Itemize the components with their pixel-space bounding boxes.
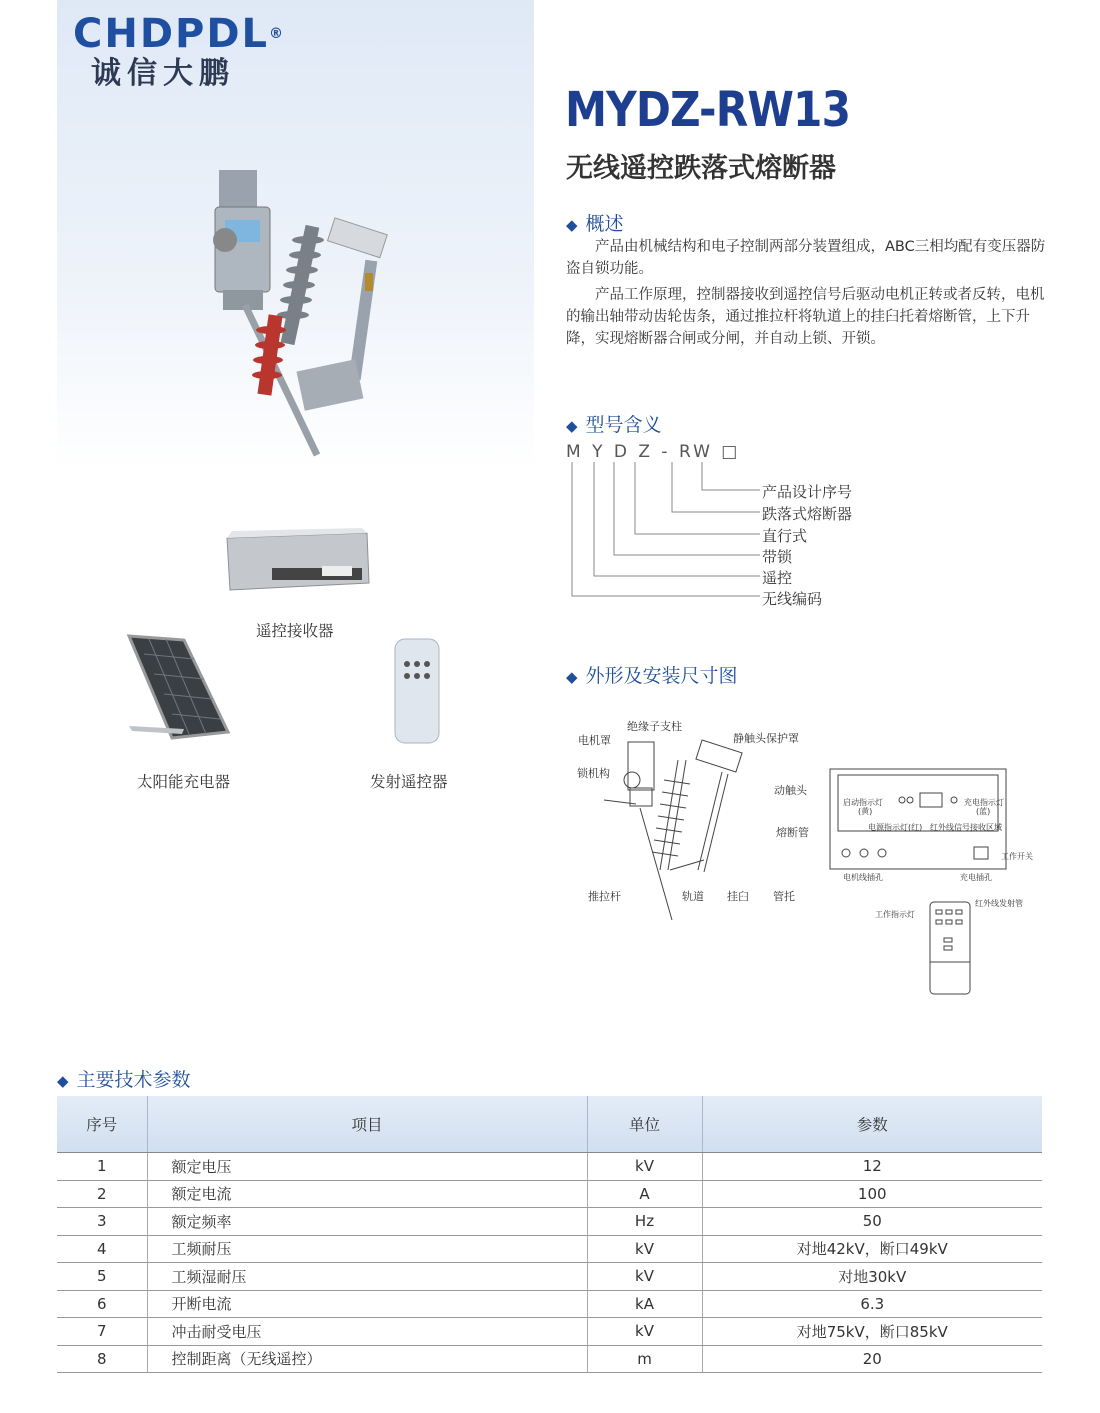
- label-moving-contact: 动触头: [774, 784, 807, 797]
- label-ir-tube: 红外线发射管: [975, 899, 1023, 908]
- col-header-index: 序号: [57, 1096, 147, 1153]
- label-fuse-tube: 熔断管: [776, 826, 809, 839]
- brand-logo: [73, 12, 285, 92]
- label-motor-cover: 电机罩: [578, 734, 611, 747]
- label-start-light: 启动指示灯: [843, 798, 883, 807]
- diamond-icon: ◆: [566, 668, 578, 686]
- label-charge-light: 充电指示灯: [964, 798, 1004, 807]
- table-row: 6 开断电流 kA 6.3: [57, 1290, 1042, 1318]
- diamond-icon: ◆: [566, 216, 578, 234]
- remote-line-drawing: [928, 900, 974, 998]
- receiver-caption: 遥控接收器: [256, 622, 334, 640]
- model-meaning-item: 无线编码: [762, 590, 823, 608]
- model-meaning-item: 遥控: [762, 569, 793, 587]
- registered-mark: ®: [269, 26, 286, 42]
- model-meaning-item: 直行式: [762, 527, 808, 545]
- label-push-rod: 推拉杆: [588, 890, 621, 903]
- label-work-switch: 工作开关: [1001, 852, 1033, 861]
- overview-paragraph-2: 产品工作原理，控制器接收到遥控信号后驱动电机正转或者反转，电机的输出轴带动齿轮齿条，通过推拉杆将轨道上的挂臼托着熔断管，上下升降，实现熔断器合闸或分闸，并自动上锁、开锁。: [566, 287, 1045, 347]
- control-box-drawing: [826, 765, 1011, 875]
- label-ir-area: 红外线信号接收区域: [930, 823, 1002, 832]
- label-insulator: 绝缘子支柱: [627, 720, 682, 733]
- label-static-cover: 静触头保护罩: [733, 732, 799, 745]
- label-work-light: 工作指示灯: [875, 910, 915, 919]
- receiver-illustration: [222, 528, 372, 603]
- solar-charger-illustration: [124, 634, 234, 746]
- model-meaning-heading: ◆ 型号含义: [566, 414, 662, 436]
- table-row: 4 工频耐压 kV 对地42kV，断口49kV: [57, 1235, 1042, 1263]
- label-track: 轨道: [682, 890, 704, 903]
- product-model: MYDZ-RW13: [565, 82, 851, 138]
- model-meaning-item: 带锁: [762, 548, 793, 566]
- brand-name-en: CHDPDL: [73, 11, 270, 57]
- label-lock: 锁机构: [577, 767, 610, 780]
- label-motor-holes: 电机线插孔: [843, 873, 883, 882]
- col-header-unit: 单位: [587, 1096, 702, 1153]
- dimensions-heading: ◆ 外形及安装尺寸图: [566, 665, 738, 687]
- overview-paragraph-1: 产品由机械结构和电子控制两部分装置组成，ABC三相均配有变压器防盗自锁功能。: [566, 239, 1046, 277]
- params-table: [57, 1096, 1042, 1373]
- overview-heading: ◆ 概述: [566, 213, 624, 235]
- table-row: 1 额定电压 kV 12: [57, 1153, 1042, 1181]
- model-code: M Y D Z - RW □: [566, 442, 741, 462]
- remote-caption: 发射遥控器: [370, 773, 448, 791]
- fuse-product-illustration: [205, 165, 405, 465]
- diamond-icon: ◆: [57, 1072, 69, 1090]
- diamond-icon: ◆: [566, 417, 578, 435]
- model-meaning-item: 跌落式熔断器: [762, 505, 853, 523]
- model-meaning-connectors: [560, 462, 770, 602]
- params-heading: ◆ 主要技术参数: [57, 1069, 191, 1091]
- table-header-row: [57, 1096, 1042, 1153]
- model-meaning-item: 产品设计序号: [762, 483, 853, 501]
- brand-name-cn: 诚信大鹏: [91, 56, 235, 91]
- label-tube-holder: 管托: [773, 890, 795, 903]
- table-row: 3 额定频率 Hz 50: [57, 1208, 1042, 1236]
- label-charge-light-color: (蓝): [976, 807, 991, 816]
- col-header-value: 参数: [702, 1096, 1042, 1153]
- label-charge-hole: 充电插孔: [960, 873, 992, 882]
- table-row: 8 控制距离（无线遥控） m 20: [57, 1345, 1042, 1373]
- label-start-light-color: (黄): [858, 807, 873, 816]
- table-row: 7 冲击耐受电压 kV 对地75kV，断口85kV: [57, 1318, 1042, 1346]
- table-row: 2 额定电流 A 100: [57, 1180, 1042, 1208]
- solar-charger-caption: 太阳能充电器: [137, 773, 231, 791]
- product-name: 无线遥控跌落式熔断器: [566, 153, 836, 184]
- remote-illustration: [392, 636, 442, 746]
- label-hook: 挂臼: [727, 890, 749, 903]
- table-row: 5 工频湿耐压 kV 对地30kV: [57, 1263, 1042, 1291]
- col-header-item: 项目: [147, 1096, 587, 1153]
- label-power-light: 电源指示灯(红): [868, 823, 923, 832]
